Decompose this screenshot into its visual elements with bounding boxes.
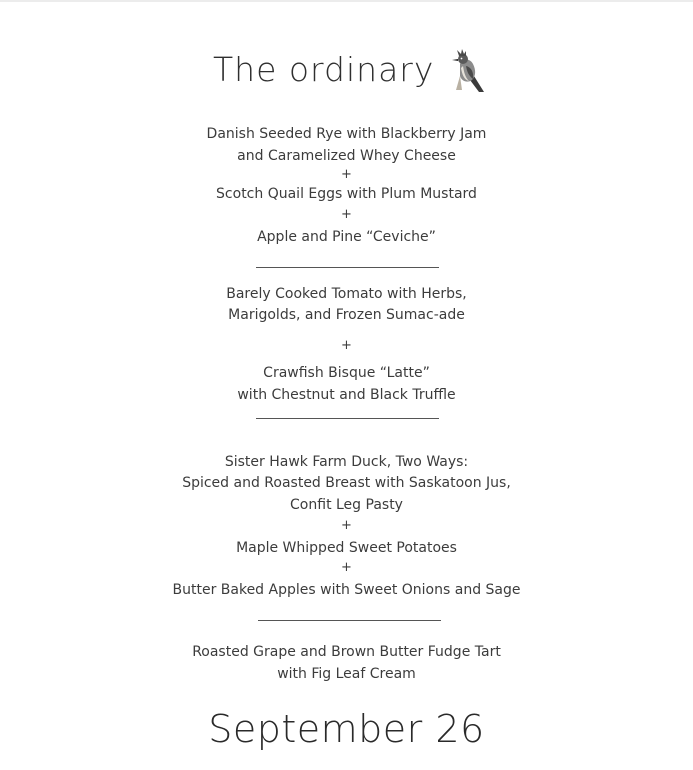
course1-plus-separator: + [341,207,352,222]
course3-dish1-line3: Confit Leg Pasty [290,497,403,513]
course1-dish1-line2: and Caramelized Whey Cheese [237,148,456,164]
course3-plus-separator: + [341,518,352,533]
logo-wordmark: The ordinary [213,50,435,89]
course3-plus-separator: + [341,560,352,575]
course2-dish2-line1: Crawfish Bisque “Latte” [263,365,430,381]
top-border [0,0,693,2]
course4-dessert-line2: with Fig Leaf Cream [277,666,416,682]
course2-dish1-line1: Barely Cooked Tomato with Herbs, [226,286,467,302]
restaurant-logo [0,44,693,98]
course3-dish1-line2: Spiced and Roasted Breast with Saskatoon Jus, [182,475,511,491]
course1-dish2: Scotch Quail Eggs with Plum Mustard [216,186,477,202]
course2-dish2-line2: with Chestnut and Black Truffle [237,387,456,403]
course1-dish3: Apple and Pine “Ceviche” [257,229,436,245]
course1-plus-separator: + [341,167,352,182]
course3-dish2: Maple Whipped Sweet Potatoes [236,540,457,556]
course-divider [258,620,441,621]
course2-dish1-line2: Marigolds, and Frozen Sumac-ade [228,307,465,323]
course-divider [256,418,439,419]
course2-plus-separator: + [341,338,352,353]
course3-dish1-line1: Sister Hawk Farm Duck, Two Ways: [224,454,469,470]
menu-date: September 26 [208,707,485,751]
course-divider [256,267,439,268]
bird-icon [446,46,486,94]
course4-dessert-line1: Roasted Grape and Brown Butter Fudge Tart [192,644,501,660]
course3-dish3: Butter Baked Apples with Sweet Onions and Sage [172,582,521,598]
course1-dish1-line1: Danish Seeded Rye with Blackberry Jam [206,126,487,142]
